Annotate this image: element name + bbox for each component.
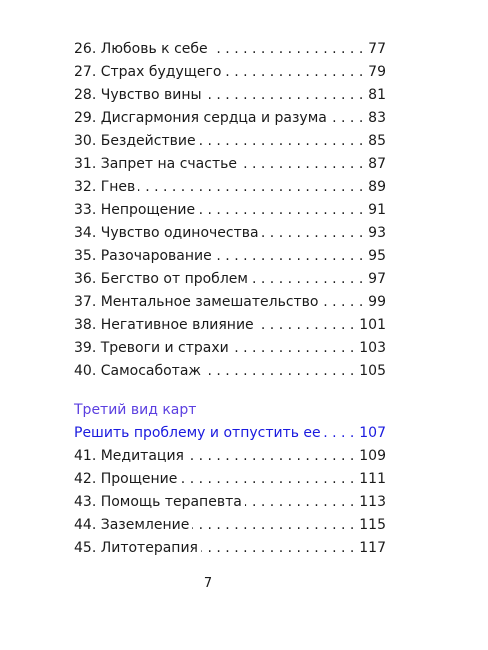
toc-entry-page: 95: [365, 245, 386, 268]
toc-entry-label: 33. Непрощение: [74, 202, 198, 218]
toc-entry-label: 31. Запрет на счастье: [74, 156, 240, 172]
toc-entry[interactable]: [74, 107, 386, 130]
section-heading-entry[interactable]: [74, 422, 386, 445]
toc-entry-page: 93: [365, 222, 386, 245]
toc-entry-label: 41. Медитация: [74, 448, 187, 464]
toc-entry-label: 43. Помощь терапевта: [74, 494, 245, 510]
toc-entry-page: 87: [365, 153, 386, 176]
toc-entry[interactable]: [74, 445, 386, 468]
page-number: 7: [203, 576, 213, 591]
toc-entry-page: 91: [365, 199, 386, 222]
toc-entry-page: 111: [356, 468, 386, 491]
toc-entry-label: 44. Заземление: [74, 517, 192, 533]
toc-entry-label: 38. Негативное влияние: [74, 317, 257, 333]
toc-entry-page: 109: [356, 445, 386, 468]
toc-entry-page: 115: [356, 514, 386, 537]
toc-entry-label: 34. Чувство одиночества: [74, 225, 262, 241]
toc-entry[interactable]: [74, 314, 386, 337]
toc-entry-label: 40. Самосаботаж: [74, 363, 204, 379]
toc-entry-page: 97: [365, 268, 386, 291]
toc-entry-label: 36. Бегство от проблем: [74, 271, 251, 287]
toc-entry[interactable]: [74, 514, 386, 537]
toc-entry[interactable]: [74, 199, 386, 222]
toc-entry-page: 89: [365, 176, 386, 199]
toc-entry[interactable]: [74, 245, 386, 268]
toc-entry-page: 81: [365, 84, 386, 107]
section-title: Третий вид карт: [74, 402, 197, 418]
toc-entry-label: 39. Тревоги и страхи: [74, 340, 232, 356]
toc-entry-page: 117: [356, 537, 386, 560]
toc-entry-page: 83: [365, 107, 386, 130]
toc-entry[interactable]: [74, 61, 386, 84]
toc-entry[interactable]: [74, 468, 386, 491]
toc-entry-page: 105: [356, 360, 386, 383]
toc-entry[interactable]: [74, 491, 386, 514]
toc-entry[interactable]: [74, 84, 386, 107]
toc-entry[interactable]: [74, 360, 386, 383]
toc-entry-page: 103: [356, 337, 386, 360]
toc-entry-label: 32. Гнев: [74, 179, 138, 195]
toc-entry-page: 113: [356, 491, 386, 514]
section-heading-page: 107: [356, 422, 386, 445]
toc-entry-label: 42. Прощение: [74, 471, 180, 487]
table-of-contents: [74, 38, 386, 560]
toc-entry-page: 79: [365, 61, 386, 84]
toc-entry-page: 85: [365, 130, 386, 153]
toc-entry-label: 29. Дисгармония сердца и разума: [74, 110, 330, 126]
toc-entry[interactable]: [74, 337, 386, 360]
toc-entry-page: 99: [365, 291, 386, 314]
toc-entry-page: 101: [356, 314, 386, 337]
section-spacer: [74, 383, 386, 399]
toc-entry[interactable]: [74, 291, 386, 314]
toc-entry[interactable]: [74, 153, 386, 176]
toc-entry-label: 35. Разочарование: [74, 248, 215, 264]
toc-entry-page: 77: [365, 38, 386, 61]
toc-entry-label: 27. Страх будущего: [74, 64, 224, 80]
toc-entry[interactable]: [74, 268, 386, 291]
toc-entry[interactable]: [74, 130, 386, 153]
toc-entry-label: 45. Литотерапия: [74, 540, 201, 556]
toc-entry[interactable]: [74, 222, 386, 245]
toc-entry-label: 30. Бездействие: [74, 133, 199, 149]
section-heading-label: Решить проблему и отпустить ее: [74, 425, 324, 441]
toc-entry[interactable]: [74, 176, 386, 199]
toc-entry-label: 37. Ментальное замешательство: [74, 294, 322, 310]
toc-entry[interactable]: [74, 537, 386, 560]
toc-entry[interactable]: [74, 38, 386, 61]
toc-entry-label: 26. Любовь к себе: [74, 41, 211, 57]
toc-entry-label: 28. Чувство вины: [74, 87, 205, 103]
